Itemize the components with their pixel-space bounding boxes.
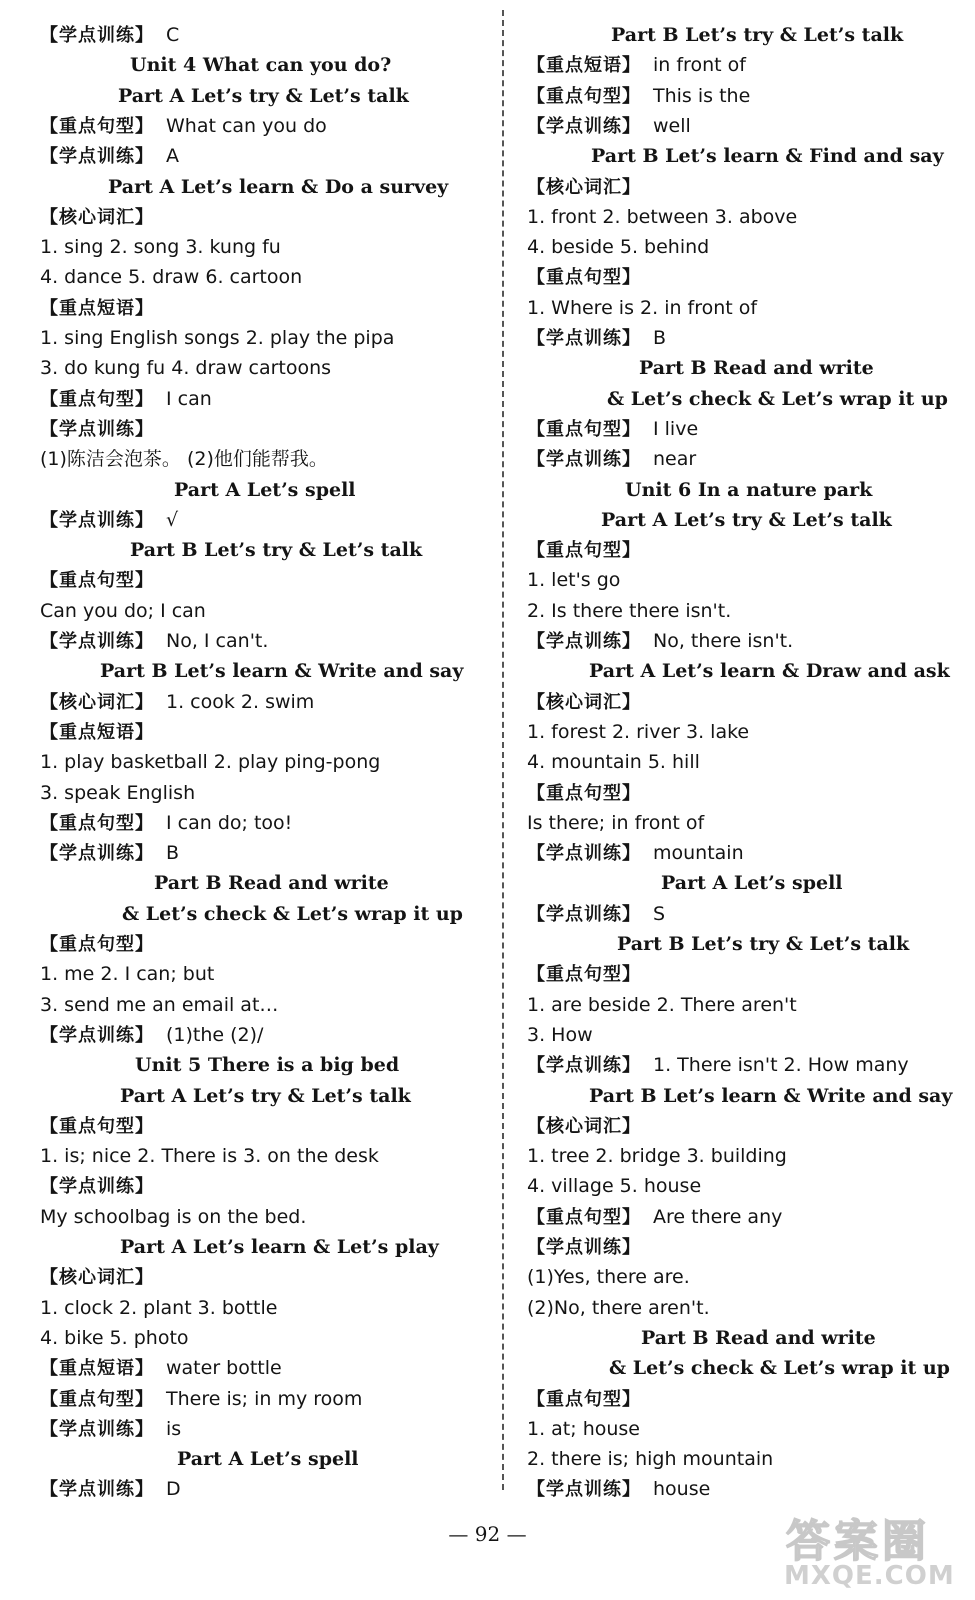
answer-line [527, 206, 797, 228]
answer-text: (1)陈洁会泡茶。 (2)他们能帮我。 [40, 448, 328, 470]
answer-line [40, 1206, 306, 1228]
answer-line [527, 54, 746, 77]
column-divider [502, 10, 504, 1490]
category-tag: 【重点句型】 [527, 267, 641, 288]
category-tag: 【重点句型】 [40, 813, 154, 834]
answer-text: 4. village 5. house [527, 1175, 702, 1197]
category-tag: 【学点训练】 [527, 1479, 641, 1500]
answer-text: in front of [653, 54, 746, 76]
section-heading: Part A Let’s try & Let’s talk [120, 1085, 411, 1107]
answer-line [527, 1388, 641, 1411]
category-tag: 【核心词汇】 [40, 207, 154, 228]
answer-text: house [653, 1478, 711, 1500]
category-tag: 【重点句型】 [527, 964, 641, 985]
category-tag: 【学点训练】 [527, 904, 641, 925]
answer-line [40, 1478, 181, 1501]
answer-line [40, 1266, 154, 1289]
section-heading: Unit 4 What can you do? [130, 54, 392, 76]
answer-line [40, 388, 212, 411]
answer-line [527, 418, 698, 441]
answer-text: 3. send me an email at… [40, 994, 279, 1016]
answer-line [40, 1115, 154, 1138]
category-tag: 【重点句型】 [527, 1207, 641, 1228]
answer-line [527, 236, 709, 258]
answer-line [40, 1418, 181, 1441]
answer-text: 1. is; nice 2. There is 3. on the desk [40, 1145, 379, 1167]
answer-line [527, 85, 750, 108]
answer-line [40, 206, 154, 229]
answer-line [40, 630, 268, 653]
answer-line [527, 630, 793, 653]
answer-line [527, 963, 641, 986]
answer-text: 1. sing 2. song 3. kung fu [40, 236, 281, 258]
answer-text: 1. There isn't 2. How many [653, 1054, 909, 1076]
section-heading: Unit 5 There is a big bed [135, 1054, 400, 1076]
category-tag: 【学点训练】 [40, 1419, 154, 1440]
category-tag: 【核心词汇】 [527, 177, 641, 198]
answer-line [40, 1388, 362, 1411]
answer-text: This is the [653, 85, 751, 107]
category-tag: 【重点短语】 [40, 722, 154, 743]
section-heading: Part B Let’s learn & Find and say [591, 145, 944, 167]
answer-line [527, 176, 641, 199]
answer-line [527, 1266, 690, 1288]
answer-text: 1. Where is 2. in front of [527, 297, 758, 319]
answer-line [527, 1145, 787, 1167]
answer-line [40, 266, 302, 288]
category-tag: 【学点训练】 [40, 631, 154, 652]
category-tag: 【学点训练】 [527, 328, 641, 349]
category-tag: 【重点句型】 [40, 1389, 154, 1410]
answer-line [40, 448, 328, 470]
answer-line [527, 691, 641, 714]
answer-text: well [653, 115, 691, 137]
answer-line [40, 1175, 154, 1198]
answer-text: 3. do kung fu 4. draw cartoons [40, 357, 332, 379]
category-tag: 【重点短语】 [40, 1358, 154, 1379]
answer-line [40, 812, 292, 835]
section-heading: Unit 6 In a nature park [625, 479, 873, 501]
answer-text: I live [653, 418, 699, 440]
answer-line [40, 327, 394, 349]
answer-line [527, 1175, 701, 1197]
category-tag: 【学点训练】 [527, 449, 641, 470]
answer-line [40, 1297, 277, 1319]
answer-text: 2. Is there there isn't. [527, 600, 732, 622]
section-heading: Part B Read and write [641, 1327, 876, 1349]
section-heading: Part A Let’s spell [174, 479, 356, 501]
category-tag: 【重点短语】 [527, 55, 641, 76]
section-heading: Part B Let’s try & Let’s talk [130, 539, 423, 561]
category-tag: 【重点句型】 [527, 419, 641, 440]
answer-line [527, 812, 704, 834]
answer-line [40, 569, 154, 592]
answer-text: There is; in my room [166, 1388, 363, 1410]
answer-text: Are there any [653, 1206, 783, 1228]
section-heading: Part A Let’s learn & Do a survey [108, 176, 449, 198]
category-tag: 【学点训练】 [40, 419, 154, 440]
watermark-url: MXQE.COM [784, 1561, 955, 1591]
answer-line [527, 327, 666, 350]
answer-text: 1. forest 2. river 3. lake [527, 721, 750, 743]
answer-text: 4. dance 5. draw 6. cartoon [40, 266, 303, 288]
category-tag: 【重点句型】 [527, 1389, 641, 1410]
section-heading: Part A Let’s try & Let’s talk [601, 509, 892, 531]
category-tag: 【学点训练】 [527, 116, 641, 137]
section-heading: Part B Read and write [639, 357, 874, 379]
section-heading: Part A Let’s learn & Draw and ask [589, 660, 950, 682]
answer-line [527, 782, 641, 805]
category-tag: 【核心词汇】 [40, 1267, 154, 1288]
answer-line [527, 600, 731, 622]
answer-line [40, 963, 214, 985]
section-heading: Part B Let’s try & Let’s talk [611, 24, 904, 46]
answer-line [40, 751, 380, 773]
category-tag: 【重点句型】 [527, 540, 641, 561]
answer-line [527, 1418, 640, 1440]
answer-text: 1. are beside 2. There aren't [527, 994, 797, 1016]
answer-text: Is there; in front of [527, 812, 705, 834]
answer-line [527, 903, 665, 926]
answer-line [40, 1024, 263, 1047]
category-tag: 【重点句型】 [527, 86, 641, 107]
answer-text: I can [166, 388, 212, 410]
answer-line [40, 145, 179, 168]
answer-text: What can you do [166, 115, 327, 137]
answer-text: 4. beside 5. behind [527, 236, 710, 258]
answer-line [40, 418, 154, 441]
answer-text: 4. mountain 5. hill [527, 751, 700, 773]
answer-text: B [166, 842, 180, 864]
category-tag: 【核心词汇】 [40, 692, 154, 713]
answer-line [40, 933, 154, 956]
answer-text: (2)No, there aren't. [527, 1297, 710, 1319]
category-tag: 【学点训练】 [40, 1025, 154, 1046]
answer-line [40, 1145, 379, 1167]
answer-text: Can you do; I can [40, 600, 206, 622]
answer-text: (1)the (2)/ [166, 1024, 264, 1046]
answer-line [527, 539, 641, 562]
answer-text: I can do; too! [166, 812, 293, 834]
category-tag: 【学点训练】 [40, 510, 154, 531]
category-tag: 【重点短语】 [40, 298, 154, 319]
watermark-logo [760, 1505, 960, 1595]
answer-text: 1. front 2. between 3. above [527, 206, 798, 228]
section-heading: Part B Let’s learn & Write and say [589, 1085, 953, 1107]
category-tag: 【重点句型】 [40, 1116, 154, 1137]
section-heading: & Let’s check & Let’s wrap it up [122, 903, 463, 925]
section-heading: Part A Let’s spell [177, 1448, 359, 1470]
answer-line [527, 1297, 710, 1319]
category-tag: 【核心词汇】 [527, 1116, 641, 1137]
answer-line [40, 721, 154, 744]
answer-text: A [166, 145, 179, 167]
answer-text: No, I can't. [166, 630, 269, 652]
answer-text: 1. cook 2. swim [166, 691, 315, 713]
answer-line [40, 236, 281, 258]
section-heading: Part A Let’s try & Let’s talk [118, 85, 409, 107]
answer-text: 4. bike 5. photo [40, 1327, 189, 1349]
page-number: — 92 — [448, 1522, 527, 1546]
answer-line [527, 448, 696, 471]
answer-text: water bottle [166, 1357, 282, 1379]
answer-line [527, 751, 700, 773]
answer-text: 1. play basketball 2. play ping-pong [40, 751, 381, 773]
answer-line [40, 115, 327, 138]
answer-text: 1. me 2. I can; but [40, 963, 215, 985]
answer-line [527, 297, 757, 319]
answer-text: 3. speak English [40, 782, 196, 804]
answer-line [40, 842, 179, 865]
answer-text: 2. there is; high mountain [527, 1448, 774, 1470]
answer-line [527, 266, 641, 289]
category-tag: 【重点句型】 [40, 389, 154, 410]
answer-text: 1. let's go [527, 569, 621, 591]
answer-line [40, 1357, 282, 1380]
category-tag: 【学点训练】 [40, 25, 154, 46]
section-heading: Part A Let’s learn & Let’s play [120, 1236, 439, 1258]
answer-line [40, 600, 206, 622]
section-heading: & Let’s check & Let’s wrap it up [607, 388, 948, 410]
answer-text: My schoolbag is on the bed. [40, 1206, 307, 1228]
answer-line [527, 994, 797, 1016]
answer-text: 1. clock 2. plant 3. bottle [40, 1297, 278, 1319]
category-tag: 【学点训练】 [40, 843, 154, 864]
answer-line [40, 994, 278, 1016]
category-tag: 【学点训练】 [527, 631, 641, 652]
answer-line [527, 1024, 593, 1046]
section-heading: Part B Read and write [154, 872, 389, 894]
answer-line [527, 721, 749, 743]
answer-text: 1. at; house [527, 1418, 640, 1440]
answer-line [527, 1115, 641, 1138]
answer-line [527, 1478, 710, 1501]
answer-line [40, 782, 195, 804]
answer-line [40, 1327, 189, 1349]
answer-text: √ [166, 509, 179, 531]
answer-text: 1. tree 2. bridge 3. building [527, 1145, 787, 1167]
category-tag: 【学点训练】 [527, 1055, 641, 1076]
category-tag: 【学点训练】 [40, 1176, 154, 1197]
answer-line [40, 509, 178, 532]
answer-text: S [653, 903, 666, 925]
answer-line [40, 691, 314, 714]
answer-line [527, 569, 620, 591]
answer-line [40, 24, 179, 47]
category-tag: 【重点句型】 [40, 116, 154, 137]
answer-line [527, 115, 691, 138]
answer-line [527, 1054, 909, 1077]
answer-text: 1. sing English songs 2. play the pipa [40, 327, 395, 349]
answer-text: (1)Yes, there are. [527, 1266, 690, 1288]
answer-line [527, 1206, 782, 1229]
answer-text: C [166, 24, 180, 46]
category-tag: 【学点训练】 [527, 843, 641, 864]
section-heading: Part A Let’s spell [661, 872, 843, 894]
category-tag: 【学点训练】 [40, 146, 154, 167]
answer-text: mountain [653, 842, 744, 864]
answer-text: is [166, 1418, 182, 1440]
category-tag: 【重点句型】 [40, 934, 154, 955]
watermark-text: 答案圈 [786, 1516, 930, 1567]
section-heading: & Let’s check & Let’s wrap it up [609, 1357, 950, 1379]
answer-text: B [653, 327, 667, 349]
category-tag: 【核心词汇】 [527, 692, 641, 713]
category-tag: 【重点句型】 [40, 570, 154, 591]
answer-line [527, 1448, 773, 1470]
answer-text: D [166, 1478, 181, 1500]
answer-line [40, 297, 154, 320]
answer-text: near [653, 448, 697, 470]
category-tag: 【重点句型】 [527, 783, 641, 804]
answer-line [527, 1236, 641, 1259]
category-tag: 【学点训练】 [40, 1479, 154, 1500]
section-heading: Part B Let’s learn & Write and say [100, 660, 464, 682]
answer-line [527, 842, 744, 865]
answer-text: No, there isn't. [653, 630, 794, 652]
answer-text: 3. How [527, 1024, 593, 1046]
answer-line [40, 357, 331, 379]
section-heading: Part B Let’s try & Let’s talk [617, 933, 910, 955]
category-tag: 【学点训练】 [527, 1237, 641, 1258]
